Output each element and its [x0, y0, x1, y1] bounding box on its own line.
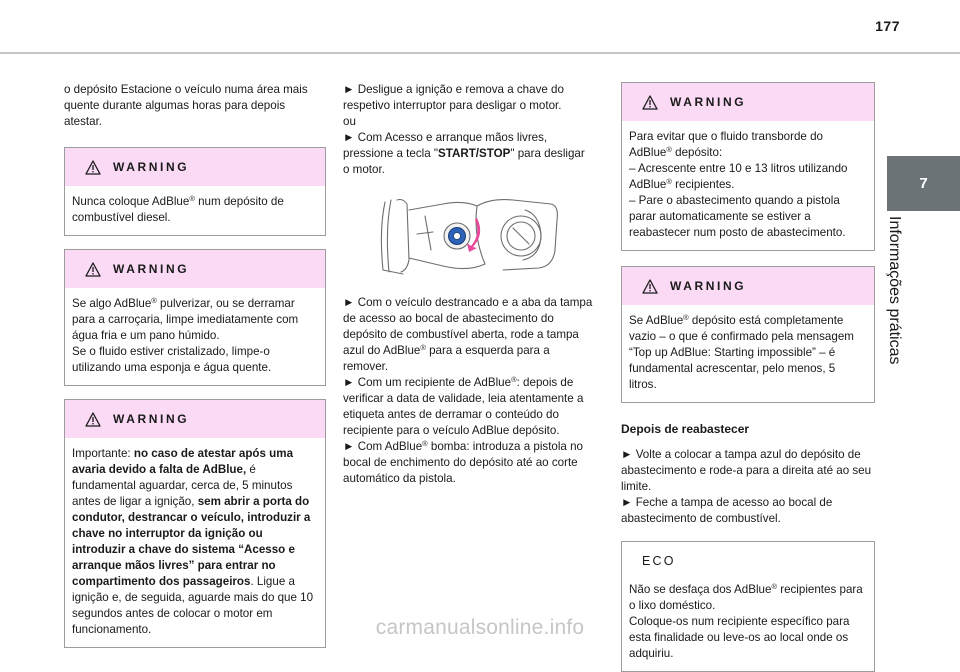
warning-text: Se AdBlue® depósito está completamente vazio – o que é confirmado pela mensagem “Top up AdBlue: Starting impossible” – é fundamental acrescentar, pelo menos, 5 litros. [629, 313, 854, 391]
warning-box-refill-after-breakdown [64, 399, 326, 648]
warning-body [622, 305, 874, 402]
warning-list-item: – Acrescente entre 10 e 13 litros utilizando AdBlue® recipientes. [629, 162, 848, 191]
warning-body [65, 438, 325, 647]
watermark: carmanualsonline.info [375, 616, 585, 639]
step-switch-off-ignition: ► Desligue a ignição e remova a chave do respetivo interruptor para desligar o motor. [343, 83, 564, 112]
warning-box-empty-tank [621, 266, 875, 403]
or-separator: ou [343, 115, 356, 128]
warning-triangle-icon [642, 95, 658, 110]
chapter-title-container [886, 216, 917, 365]
warning-body [65, 288, 325, 385]
warning-text-2: Se o fluido estiver cristalizado, limpe-o utilizando uma esponja e água quente. [72, 345, 272, 374]
warning-header [622, 83, 874, 121]
intro-paragraph: o depósito Estacione o veículo numa área mais quente durante algumas horas para depois atestar. [64, 83, 308, 128]
warning-text: Nunca coloque AdBlue® num depósito de combustível diesel. [72, 194, 284, 224]
warning-triangle-icon [85, 160, 101, 175]
warning-title: WARNING [670, 279, 747, 293]
warning-box-overflow [621, 82, 875, 251]
warning-title: WARNING [113, 412, 190, 426]
warning-header [622, 267, 874, 305]
warning-box-diesel [64, 147, 326, 236]
step-start-stop: ► Com Acesso e arranque mãos livres, pressione a tecla "START/STOP" para desligar o motor. [343, 131, 585, 176]
warning-body [622, 121, 874, 250]
warning-text: Importante: no caso de atestar após uma avaria devido a falta de AdBlue, é fundamental aguardar, cerca de, 5 minutos antes de ligar a ignição, sem abrir a porta do condutor, destrancar o veículo, introduzir a chave no interruptor da ignição ou introduzir a chave do sistema “Acesso e arranque mãos livres” para entrar no compartimento dos passageiros. Ligue a ignição e, de seguida, aguarde mais do que 10 segundos antes de colocar o motor em funcionamento. [72, 447, 314, 636]
warning-triangle-icon [85, 412, 101, 427]
warning-header [65, 148, 325, 186]
warning-text: Se algo AdBlue® pulverizar, ou se derramar para a carroçaria, limpe imediatamente com água fria e um pano húmido. [72, 296, 299, 342]
eco-text-2: Coloque-os num recipiente específico para esta finalidade ou leve-os ao local onde os adquiriu. [629, 615, 850, 660]
eco-header [622, 542, 874, 580]
eco-title: ECO [642, 554, 676, 568]
warning-text: Para evitar que o fluido transborde do AdBlue® depósito: [629, 130, 823, 159]
warning-title: WARNING [670, 95, 747, 109]
warning-header [65, 250, 325, 288]
section-heading: Depois de reabastecer [621, 422, 750, 436]
step-close-flap: ► Feche a tampa de acesso ao bocal de abastecimento de combustível. [621, 496, 833, 525]
warning-triangle-icon [85, 262, 101, 277]
column-left [64, 82, 326, 648]
chapter-tab[interactable]: 7 [887, 156, 960, 211]
page-number: 177 [875, 18, 900, 34]
column-right [621, 82, 875, 672]
column-middle [343, 82, 593, 487]
step-remove-cap: ► Com o veículo destrancado e a aba da tampa de acesso ao bocal de abastecimento do depósito de combustível aberta, rode a tampa azul do AdBlue® para a esquerda para a remover. [343, 296, 593, 373]
warning-list-item: – Pare o abastecimento quando a pistola parar automaticamente se estiver a reabastecer num posto de abastecimento. [629, 194, 846, 239]
warning-title: WARNING [113, 160, 190, 174]
eco-text: Não se desfaça dos AdBlue® recipientes para o lixo doméstico. [629, 582, 863, 612]
header-rule [0, 52, 960, 54]
warning-body [65, 186, 325, 235]
warning-title: WARNING [113, 262, 190, 276]
step-container: ► Com um recipiente de AdBlue®: depois de verificar a data de validade, leia atentamente a etiqueta antes de derramar o conteúdo do recipiente para o veículo AdBlue depósito. [343, 375, 584, 437]
warning-box-spill [64, 249, 326, 386]
step-pump: ► Com AdBlue® bomba: introduza a pistola no bocal de enchimento do depósito até ao corte automático da pistola. [343, 439, 583, 485]
eco-box [621, 541, 875, 672]
fuel-flap-illustration [373, 190, 559, 278]
step-refit-cap: ► Volte a colocar a tampa azul do depósito de abastecimento e rode-a para a direita até ao seu limite. [621, 448, 872, 493]
warning-triangle-icon [642, 279, 658, 294]
chapter-title: Informações práticas [886, 216, 903, 365]
warning-header [65, 400, 325, 438]
